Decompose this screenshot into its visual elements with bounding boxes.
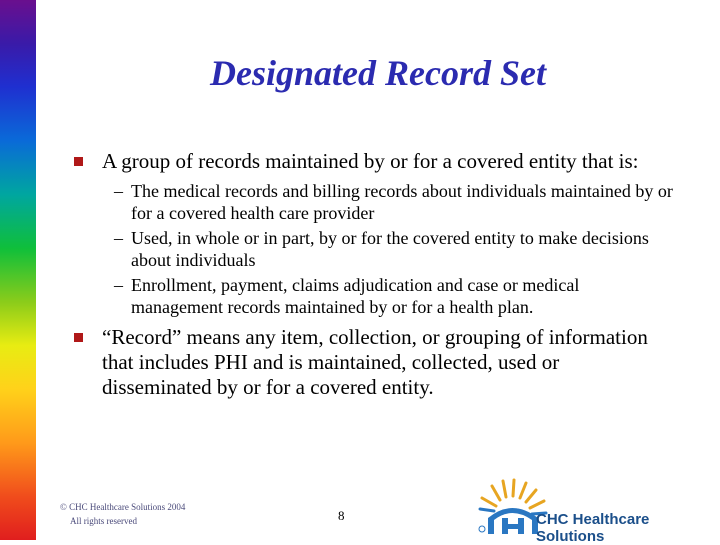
square-bullet-icon [74,333,83,342]
slide-title: Designated Record Set [210,53,546,93]
bullet-text: A group of records maintained by or for a covered entity that is: [102,149,639,173]
page-number: 8 [338,508,345,523]
bullet-item [74,149,674,174]
sub-bullet-text: Used, in whole or in part, by or for the covered entity to make decisions about individuals [131,228,649,270]
bullet-text: “Record” means any item, collection, or grouping of information that includes PHI and is maintained, collected, used or disseminated by or for a covered entity. [102,325,648,399]
footer-copyright [60,500,185,528]
sub-bullet-text: Enrollment, payment, claims adjudication and case or medical management records maintained by or for a health plan. [131,275,580,317]
sub-bullet-item [102,180,674,224]
dash-bullet-icon: – [114,181,123,201]
sub-bullet-text: The medical records and billing records about individuals maintained by or for a covered health care provider [131,181,673,223]
rainbow-sidebar [0,0,36,540]
dash-bullet-icon: – [114,275,123,295]
logo-text: CHC Healthcare Solutions [536,511,650,545]
bullet-item [74,325,674,400]
slide-content [74,149,674,400]
sub-bullet-item [102,274,674,318]
dash-bullet-icon: – [114,228,123,248]
sub-bullet-item [102,227,674,271]
rights-text: All rights reserved [70,516,137,526]
square-bullet-icon [74,157,83,166]
copyright-text: © CHC Healthcare Solutions 2004 [60,502,186,512]
